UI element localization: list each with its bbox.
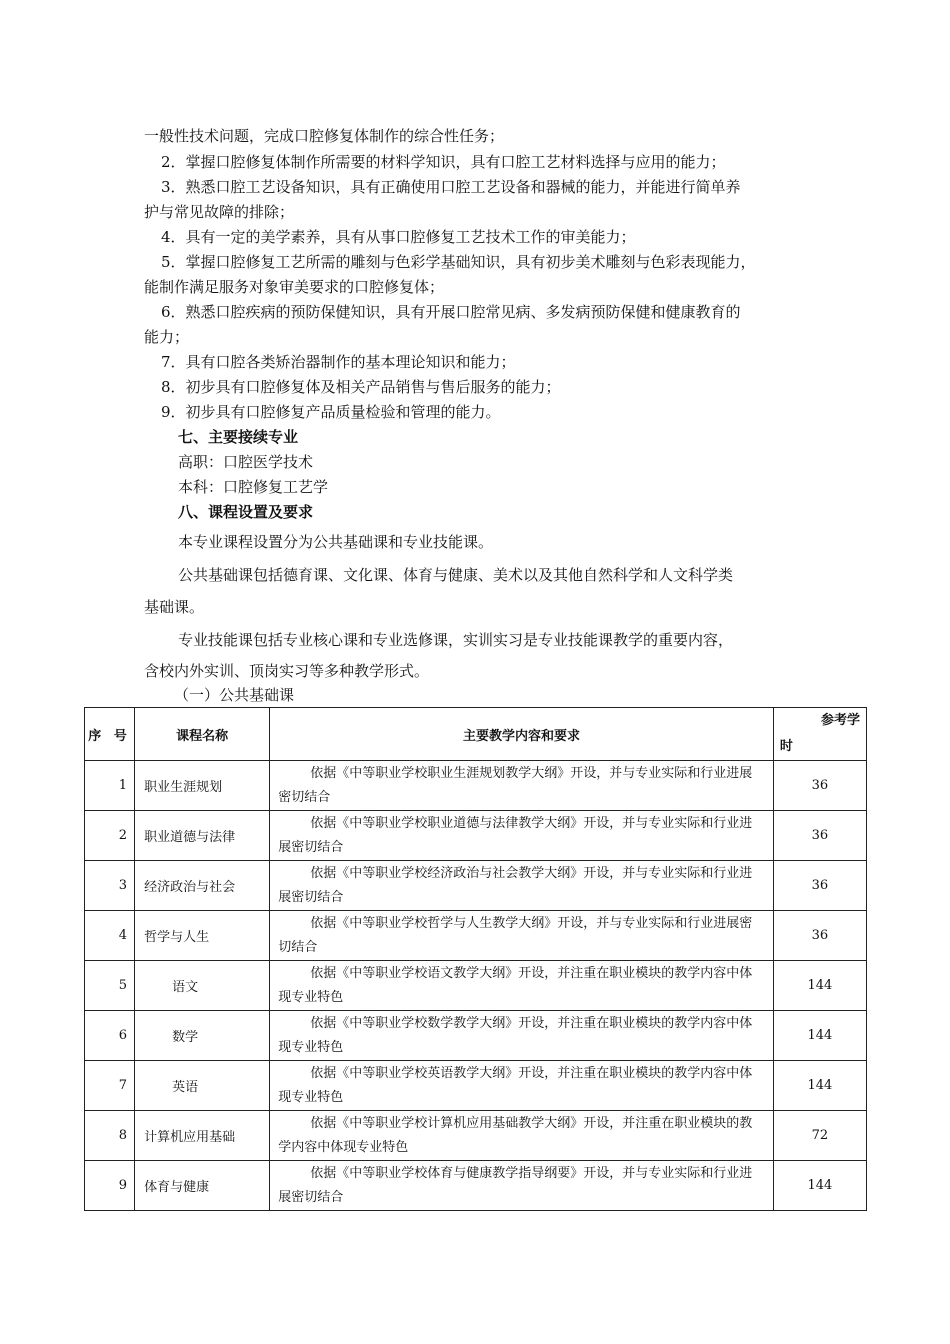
- row-content: 依据《中等职业学校职业道德与法律教学大纲》开设，并与专业实际和行业进展密切结合: [270, 811, 774, 861]
- table-row: [85, 911, 867, 961]
- paragraph-line: 专业技能课包括专业核心课和专业选修课，实训实习是专业技能课教学的重要内容，: [178, 631, 734, 649]
- header-hours-top: 参考学: [820, 713, 860, 728]
- paragraph-line: 基础课。: [144, 598, 205, 616]
- table-row: [85, 961, 867, 1011]
- row-hours: 36: [773, 811, 866, 861]
- paragraph-line: 公共基础课包括德育课、文化课、体育与健康、美术以及其他自然科学和人文科学类: [178, 566, 734, 584]
- paragraph-line: 能制作满足服务对象审美要求的口腔修复体；: [144, 278, 445, 296]
- row-no: 7: [85, 1061, 135, 1111]
- paragraph-line: 5．掌握口腔修复工艺所需的雕刻与色彩学基础知识，具有初步美术雕刻与色彩表现能力，: [161, 253, 756, 271]
- paragraph-line: 7．具有口腔各类矫治器制作的基本理论知识和能力；: [161, 353, 516, 371]
- section-heading: 八、课程设置及要求: [178, 503, 314, 521]
- row-no: 5: [85, 961, 135, 1011]
- row-hours: 36: [773, 861, 866, 911]
- header-hours: [773, 708, 866, 761]
- section-heading: 七、主要接续专业: [178, 428, 299, 446]
- paragraph-line: 本科：口腔修复工艺学: [178, 478, 329, 496]
- row-no: 3: [85, 861, 135, 911]
- course-table: [84, 707, 867, 1211]
- row-content: 依据《中等职业学校体育与健康教学指导纲要》开设，并与专业实际和行业进展密切结合: [270, 1161, 774, 1211]
- paragraph-line: 护与常见故障的排除；: [144, 203, 295, 221]
- paragraph-line: 9．初步具有口腔修复产品质量检验和管理的能力。: [161, 403, 501, 421]
- row-no: 2: [85, 811, 135, 861]
- paragraph-line: 2．掌握口腔修复体制作所需要的材料学知识，具有口腔工艺材料选择与应用的能力；: [161, 153, 726, 171]
- paragraph-line: 能力；: [144, 328, 190, 346]
- row-content: 依据《中等职业学校语文教学大纲》开设，并注重在职业模块的教学内容中体现专业特色: [270, 961, 774, 1011]
- row-course-name: 经济政治与社会: [135, 861, 270, 911]
- row-course-name: 职业道德与法律: [135, 811, 270, 861]
- row-no: 6: [85, 1011, 135, 1061]
- row-content: 依据《中等职业学校英语教学大纲》开设，并注重在职业模块的教学内容中体现专业特色: [270, 1061, 774, 1111]
- paragraph-line: 3．熟悉口腔工艺设备知识，具有正确使用口腔工艺设备和器械的能力，并能进行简单养: [161, 178, 741, 196]
- row-hours: 144: [773, 1011, 866, 1061]
- table-row: [85, 1111, 867, 1161]
- table-row: [85, 861, 867, 911]
- header-hours-bottom: 时: [779, 739, 793, 754]
- row-content: 依据《中等职业学校经济政治与社会教学大纲》开设，并与专业实际和行业进展密切结合: [270, 861, 774, 911]
- row-course-name: 职业生涯规划: [135, 761, 270, 811]
- row-hours: 36: [773, 761, 866, 811]
- row-hours: 144: [773, 961, 866, 1011]
- row-course-name: 语文: [135, 961, 270, 1011]
- header-no: 序 号: [85, 708, 135, 761]
- table-header-row: [85, 708, 867, 761]
- header-course-name: 课程名称: [135, 708, 270, 761]
- row-content: 依据《中等职业学校数学教学大纲》开设，并注重在职业模块的教学内容中体现专业特色: [270, 1011, 774, 1061]
- row-no: 8: [85, 1111, 135, 1161]
- row-course-name: 体育与健康: [135, 1161, 270, 1211]
- paragraph-line: 本专业课程设置分为公共基础课和专业技能课。: [178, 533, 494, 551]
- table-row: [85, 811, 867, 861]
- row-hours: 72: [773, 1111, 866, 1161]
- row-no: 4: [85, 911, 135, 961]
- paragraph-line: 8．初步具有口腔修复体及相关产品销售与售后服务的能力；: [161, 378, 561, 396]
- table-row: [85, 1061, 867, 1111]
- row-content: 依据《中等职业学校计算机应用基础教学大纲》开设，并注重在职业模块的教学内容中体现专业特色: [270, 1111, 774, 1161]
- paragraph-line: 一般性技术问题，完成口腔修复体制作的综合性任务；: [144, 127, 505, 145]
- row-course-name: 数学: [135, 1011, 270, 1061]
- table-row: [85, 1161, 867, 1211]
- row-content: 依据《中等职业学校职业生涯规划教学大纲》开设，并与专业实际和行业进展密切结合: [270, 761, 774, 811]
- table-row: [85, 761, 867, 811]
- row-hours: 144: [773, 1061, 866, 1111]
- row-course-name: 哲学与人生: [135, 911, 270, 961]
- header-content: 主要教学内容和要求: [270, 708, 774, 761]
- paragraph-line: 高职：口腔医学技术: [178, 453, 314, 471]
- row-no: 9: [85, 1161, 135, 1211]
- paragraph-line: 含校内外实训、顶岗实习等多种教学形式。: [144, 662, 430, 680]
- paragraph-line: 6．熟悉口腔疾病的预防保健知识，具有开展口腔常见病、多发病预防保健和健康教育的: [161, 303, 741, 321]
- row-no: 1: [85, 761, 135, 811]
- row-course-name: 英语: [135, 1061, 270, 1111]
- subsection-heading: （一）公共基础课: [174, 686, 295, 704]
- paragraph-line: 4．具有一定的美学素养，具有从事口腔修复工艺技术工作的审美能力；: [161, 228, 636, 246]
- row-hours: 144: [773, 1161, 866, 1211]
- row-content: 依据《中等职业学校哲学与人生教学大纲》开设，并与专业实际和行业进展密切结合: [270, 911, 774, 961]
- table-row: [85, 1011, 867, 1061]
- row-course-name: 计算机应用基础: [135, 1111, 270, 1161]
- row-hours: 36: [773, 911, 866, 961]
